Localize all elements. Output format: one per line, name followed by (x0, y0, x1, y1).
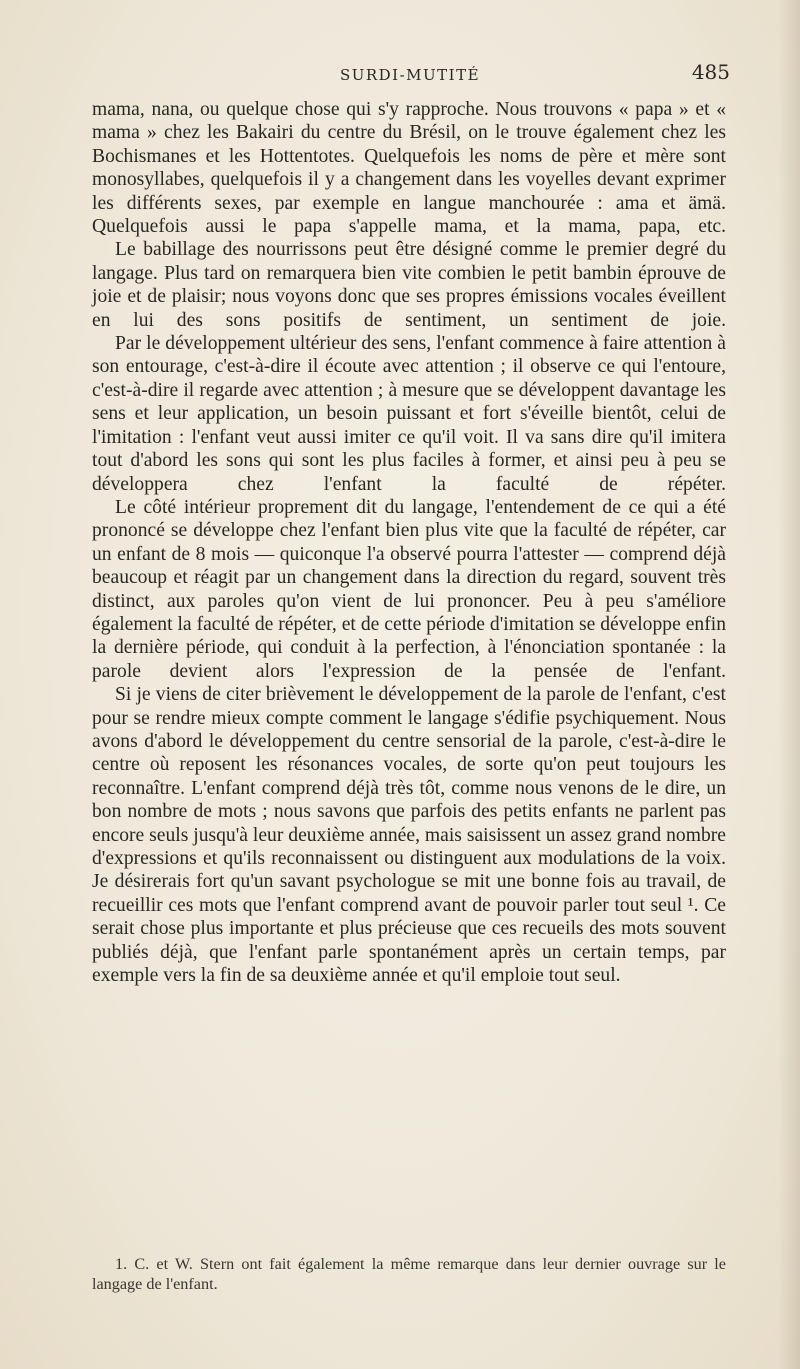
paragraph: Par le développement ultérieur des sens, l'enfant commence à faire attention à son entourage, c'est-à-dire il écoute avec attention ; il observe ce qui l'entoure, c'est-à-dire il regarde avec attention ; à mesure que se développent davantage les sens et leur application, un besoin puissant et fort s'éveille bientôt, celui de l'imitation : l'enfant veut aussi imiter ce qu'il voit. Il va sans dire qu'il imitera tout d'abord les sons qui sont les plus faciles à former, et ainsi peu à peu se développera chez l'enfant la faculté de répéter. (92, 333, 726, 495)
paragraph: Si je viens de citer brièvement le développement de la parole de l'enfant, c'est pour se rendre mieux compte comment le langage s'édifie psychiquement. Nous avons d'abord le développement du centre sensorial de la parole, c'est-à-dire le centre où reposent les résonances vocales, de sorte qu'on peut toujours les reconnaître. L'enfant comprend déjà très tôt, comme nous venons de le dire, un bon nombre de mots ; nous savons que parfois des petits enfants ne parlent pas encore seuls jusqu'à leur deuxième année, mais saisissent un assez grand nombre d'expressions et qu'ils reconnaissent ou distinguent aux modulations de la voix. Je désirerais fort qu'un savant psychologue se mit une bonne fois au travail, de recueillir ces mots que l'enfant comprend avant de pouvoir parler tout seul ¹. Ce serait chose plus importante et plus précieuse que ces recueils des mots souvent publiés déjà, que l'enfant parle spontanément après un certain temps, par exemple vers la fin de sa deuxième année et qu'il emploie tout seul. (92, 684, 726, 987)
running-head (90, 60, 730, 90)
page-edge-shadow (778, 0, 800, 1369)
paragraph: Le babillage des nourrissons peut être désigné comme le premier degré du langage. Plus tard on remarquera bien vite combien le petit bambin éprouve de joie et de plaisir; nous voyons donc que ses propres émissions vocales éveillent en lui des sons positifs de sentiment, un sentiment de joie. (92, 239, 726, 331)
running-title: SURDI-MUTITÉ (339, 66, 481, 84)
paragraph: mama, nana, ou quelque chose qui s'y rapproche. Nous trouvons « papa » et « mama » chez les Bakairi du centre du Brésil, on le trouve également chez les Bochismanes et les Hottentotes. Quelquefois les noms de père et mère sont monosyllabes, quelquefois il y a changement dans les voyelles devant exprimer les différents sexes, par exemple en langue manchourée : ama et ämä. Quelquefois aussi le papa s'appelle mama, et la mama, papa, etc. (92, 99, 726, 238)
body-text (92, 98, 726, 987)
footnote: 1. C. et W. Stern ont fait également la même remarque dans leur dernier ouvrage sur le langage de l'enfant. (92, 1255, 726, 1293)
page-number: 485 (691, 60, 730, 84)
footnotes (92, 1254, 726, 1294)
paragraph: Le côté intérieur proprement dit du langage, l'entendement de ce qui a été prononcé se développe chez l'enfant bien plus vite que la faculté de répéter, car un enfant de 8 mois — quiconque l'a observé pourra l'attester — comprend déjà beaucoup et réagit par un changement dans la direction du regard, souvent très distinct, aux paroles qu'on vient de lui prononcer. Peu à peu s'améliore également la faculté de répéter, et de cette période d'imitation se développe enfin la dernière période, qui conduit à la perfection, à l'énonciation spontanée : la parole devient alors l'expression de la pensée de l'enfant. (92, 496, 726, 682)
